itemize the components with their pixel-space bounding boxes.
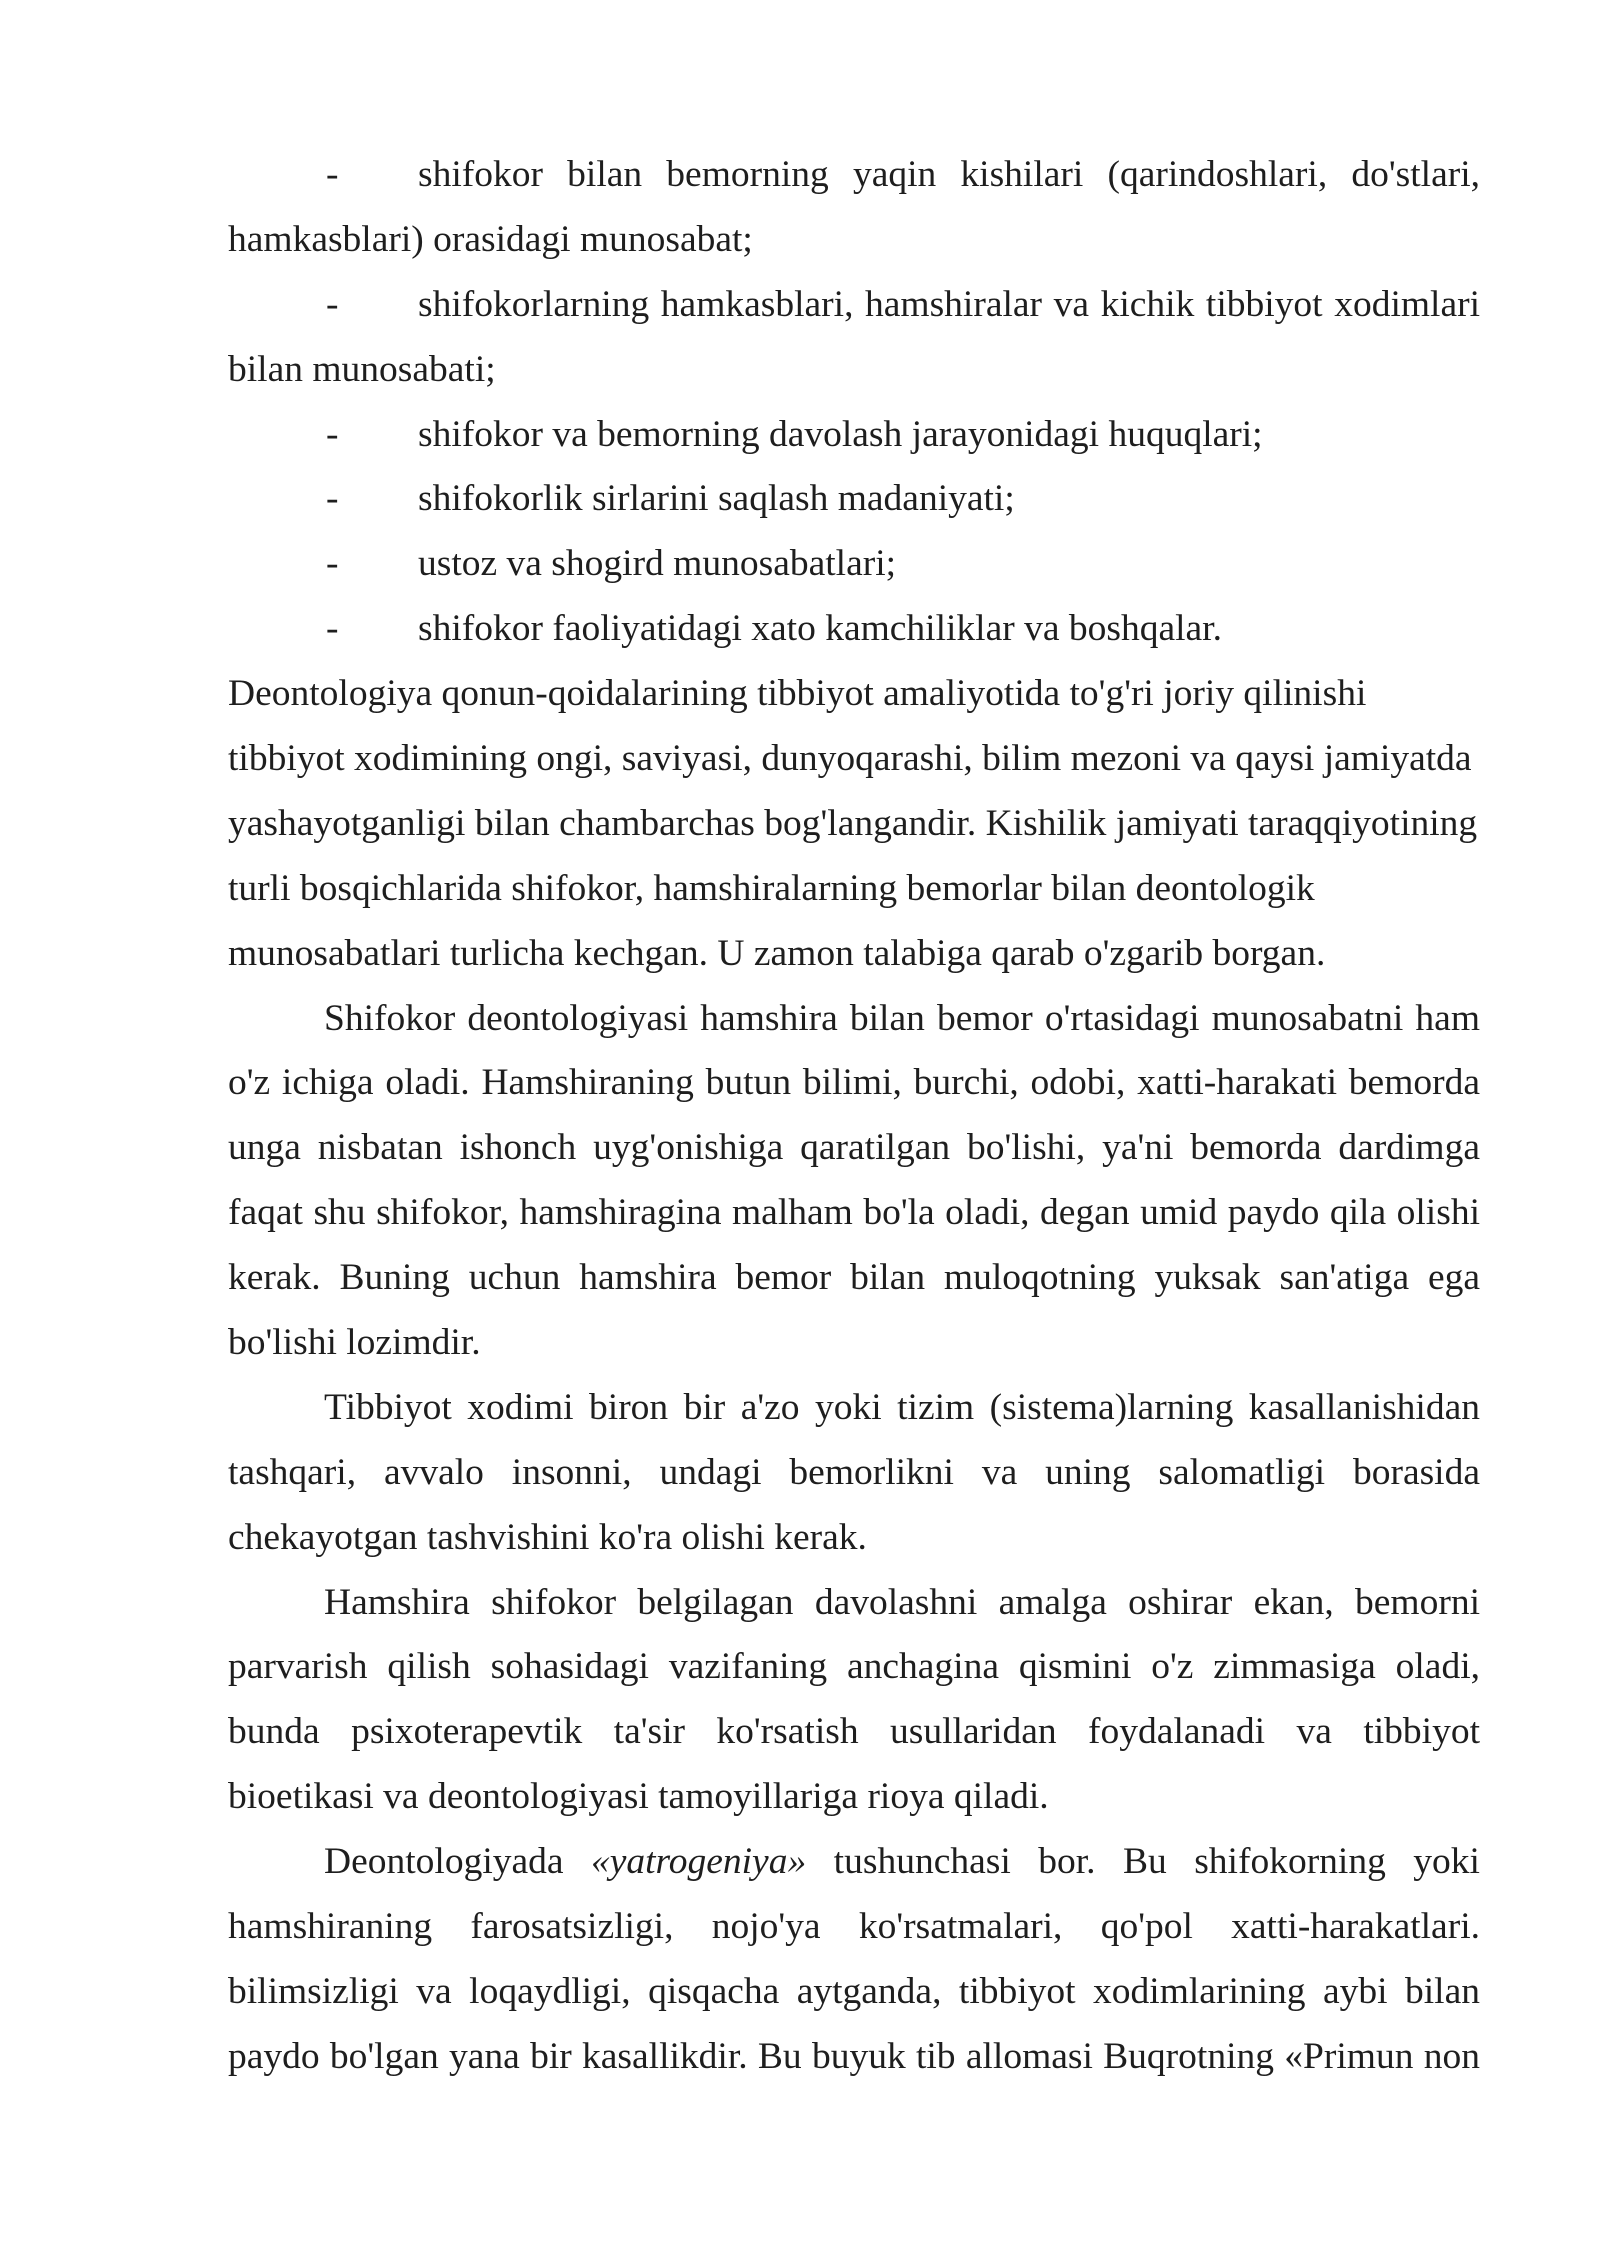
list-item-text: shifokorlik sirlarini saqlash madaniyati; <box>418 478 1015 520</box>
text-column <box>228 143 1480 2090</box>
list-item <box>228 143 1480 273</box>
list-item-text: shifokorlarning hamkasblari, hamshiralar va kichik tibbiyot xodimlari <box>418 283 1480 325</box>
paragraph-line: o'z ichiga oladi. Hamshiraning butun bilimi, burchi, odobi, xatti-harakati bemorda <box>228 1062 1480 1104</box>
list-item-text: ustoz va shogird munosabatlari; <box>418 543 897 585</box>
paragraph-line: Deontologiya qonun-qoidalarining tibbiyot amaliyotida to'g'ri joriy qilinishi <box>228 673 1367 715</box>
paragraph <box>228 662 1480 986</box>
paragraph-line: Hamshira shifokor belgilagan davolashni amalga oshirar ekan, bemorni <box>324 1581 1480 1623</box>
list-item <box>228 597 1480 662</box>
paragraph-line: bilimsizligi va loqaydligi, qisqacha aytganda, tibbiyot xodimlarining aybi bilan <box>228 1970 1480 2012</box>
paragraph <box>228 987 1480 1376</box>
line-text: tushunchasi bor. Bu shifokorning yoki <box>806 1841 1480 1883</box>
list-item-text: shifokor bilan bemorning yaqin kishilari (qarindoshlari, do'stlari, <box>418 154 1480 195</box>
list-item-text: shifokor faoliyatidagi xato kamchiliklar va boshqalar. <box>418 608 1222 650</box>
paragraph-line: hamshiraning farosatsizligi, nojo'ya ko'rsatmalari, qo'pol xatti-harakatlari. <box>228 1906 1480 1948</box>
list-dash: - <box>326 478 339 520</box>
paragraph-line: kerak. Buning uchun hamshira bemor bilan muloqotning yuksak san'atiga ega <box>228 1257 1480 1299</box>
paragraph-line: bo'lishi lozimdir. <box>228 1322 481 1364</box>
list-item <box>228 467 1480 532</box>
paragraph-line: munosabatlari turlicha kechgan. U zamon talabiga qarab o'zgarib borgan. <box>228 932 1326 974</box>
paragraph-line: faqat shu shifokor, hamshiragina malham bo'la oladi, degan umid paydo qila olishi <box>228 1192 1480 1234</box>
list-dash: - <box>326 413 339 455</box>
list-dash: - <box>326 608 339 650</box>
paragraph-line: yashayotganligi bilan chambarchas bog'langandir. Kishilik jamiyati taraqqiyotining <box>228 802 1478 844</box>
paragraph-line: turli bosqichlarida shifokor, hamshiralarning bemorlar bilan deontologik <box>228 867 1315 909</box>
paragraph-line: chekayotgan tashvishini ko'ra olishi kerak. <box>228 1516 867 1558</box>
list-item-line <box>228 273 1480 338</box>
paragraph <box>228 1830 1480 2090</box>
paragraph-line: bioetikasi va deontologiyasi tamoyillariga rioya qiladi. <box>228 1776 1049 1818</box>
term-yatrogeniya: «yatrogeniya» <box>590 1841 807 1883</box>
list-item-continuation: hamkasblari) orasidagi munosabat; <box>228 218 753 260</box>
list-item <box>228 532 1480 597</box>
paragraph-line: tibbiyot xodimining ongi, saviyasi, dunyoqarashi, bilim mezoni va qaysi jamiyatda <box>228 738 1472 780</box>
list-dash: - <box>326 283 339 325</box>
list-item-text: shifokor va bemorning davolash jarayonidagi huquqlari; <box>418 413 1263 455</box>
paragraph-line: unga nisbatan ishonch uyg'onishiga qaratilgan bo'lishi, ya'ni bemorda dardimga <box>228 1127 1480 1169</box>
list-dash: - <box>326 543 339 585</box>
paragraph-line <box>228 1830 1480 1895</box>
paragraph-line: Shifokor deontologiyasi hamshira bilan bemor o'rtasidagi munosabatni ham <box>324 997 1480 1039</box>
list-dash: - <box>326 154 339 195</box>
paragraph-line: Tibbiyot xodimi biron bir a'zo yoki tizim (sistema)larning kasallanishidan <box>324 1386 1480 1428</box>
list-item-line <box>228 143 1480 208</box>
paragraph-line: parvarish qilish sohasidagi vazifaning anchagina qismini o'z zimmasiga oladi, <box>228 1646 1480 1688</box>
paragraph-line: bunda psixoterapevtik ta'sir ko'rsatish usullaridan foydalanadi va tibbiyot <box>228 1711 1480 1753</box>
list-item-continuation: bilan munosabati; <box>228 348 496 390</box>
line-text: Deontologiyada <box>324 1841 591 1883</box>
paragraph <box>228 1571 1480 1831</box>
paragraph <box>228 1376 1480 1571</box>
paragraph-line: paydo bo'lgan yana bir kasallikdir. Bu buyuk tib allomasi Buqrotning «Primun non <box>228 2035 1480 2077</box>
paragraph-line: tashqari, avvalo insonni, undagi bemorlikni va uning salomatligi borasida <box>228 1451 1480 1493</box>
list-item <box>228 273 1480 403</box>
list-item <box>228 403 1480 468</box>
